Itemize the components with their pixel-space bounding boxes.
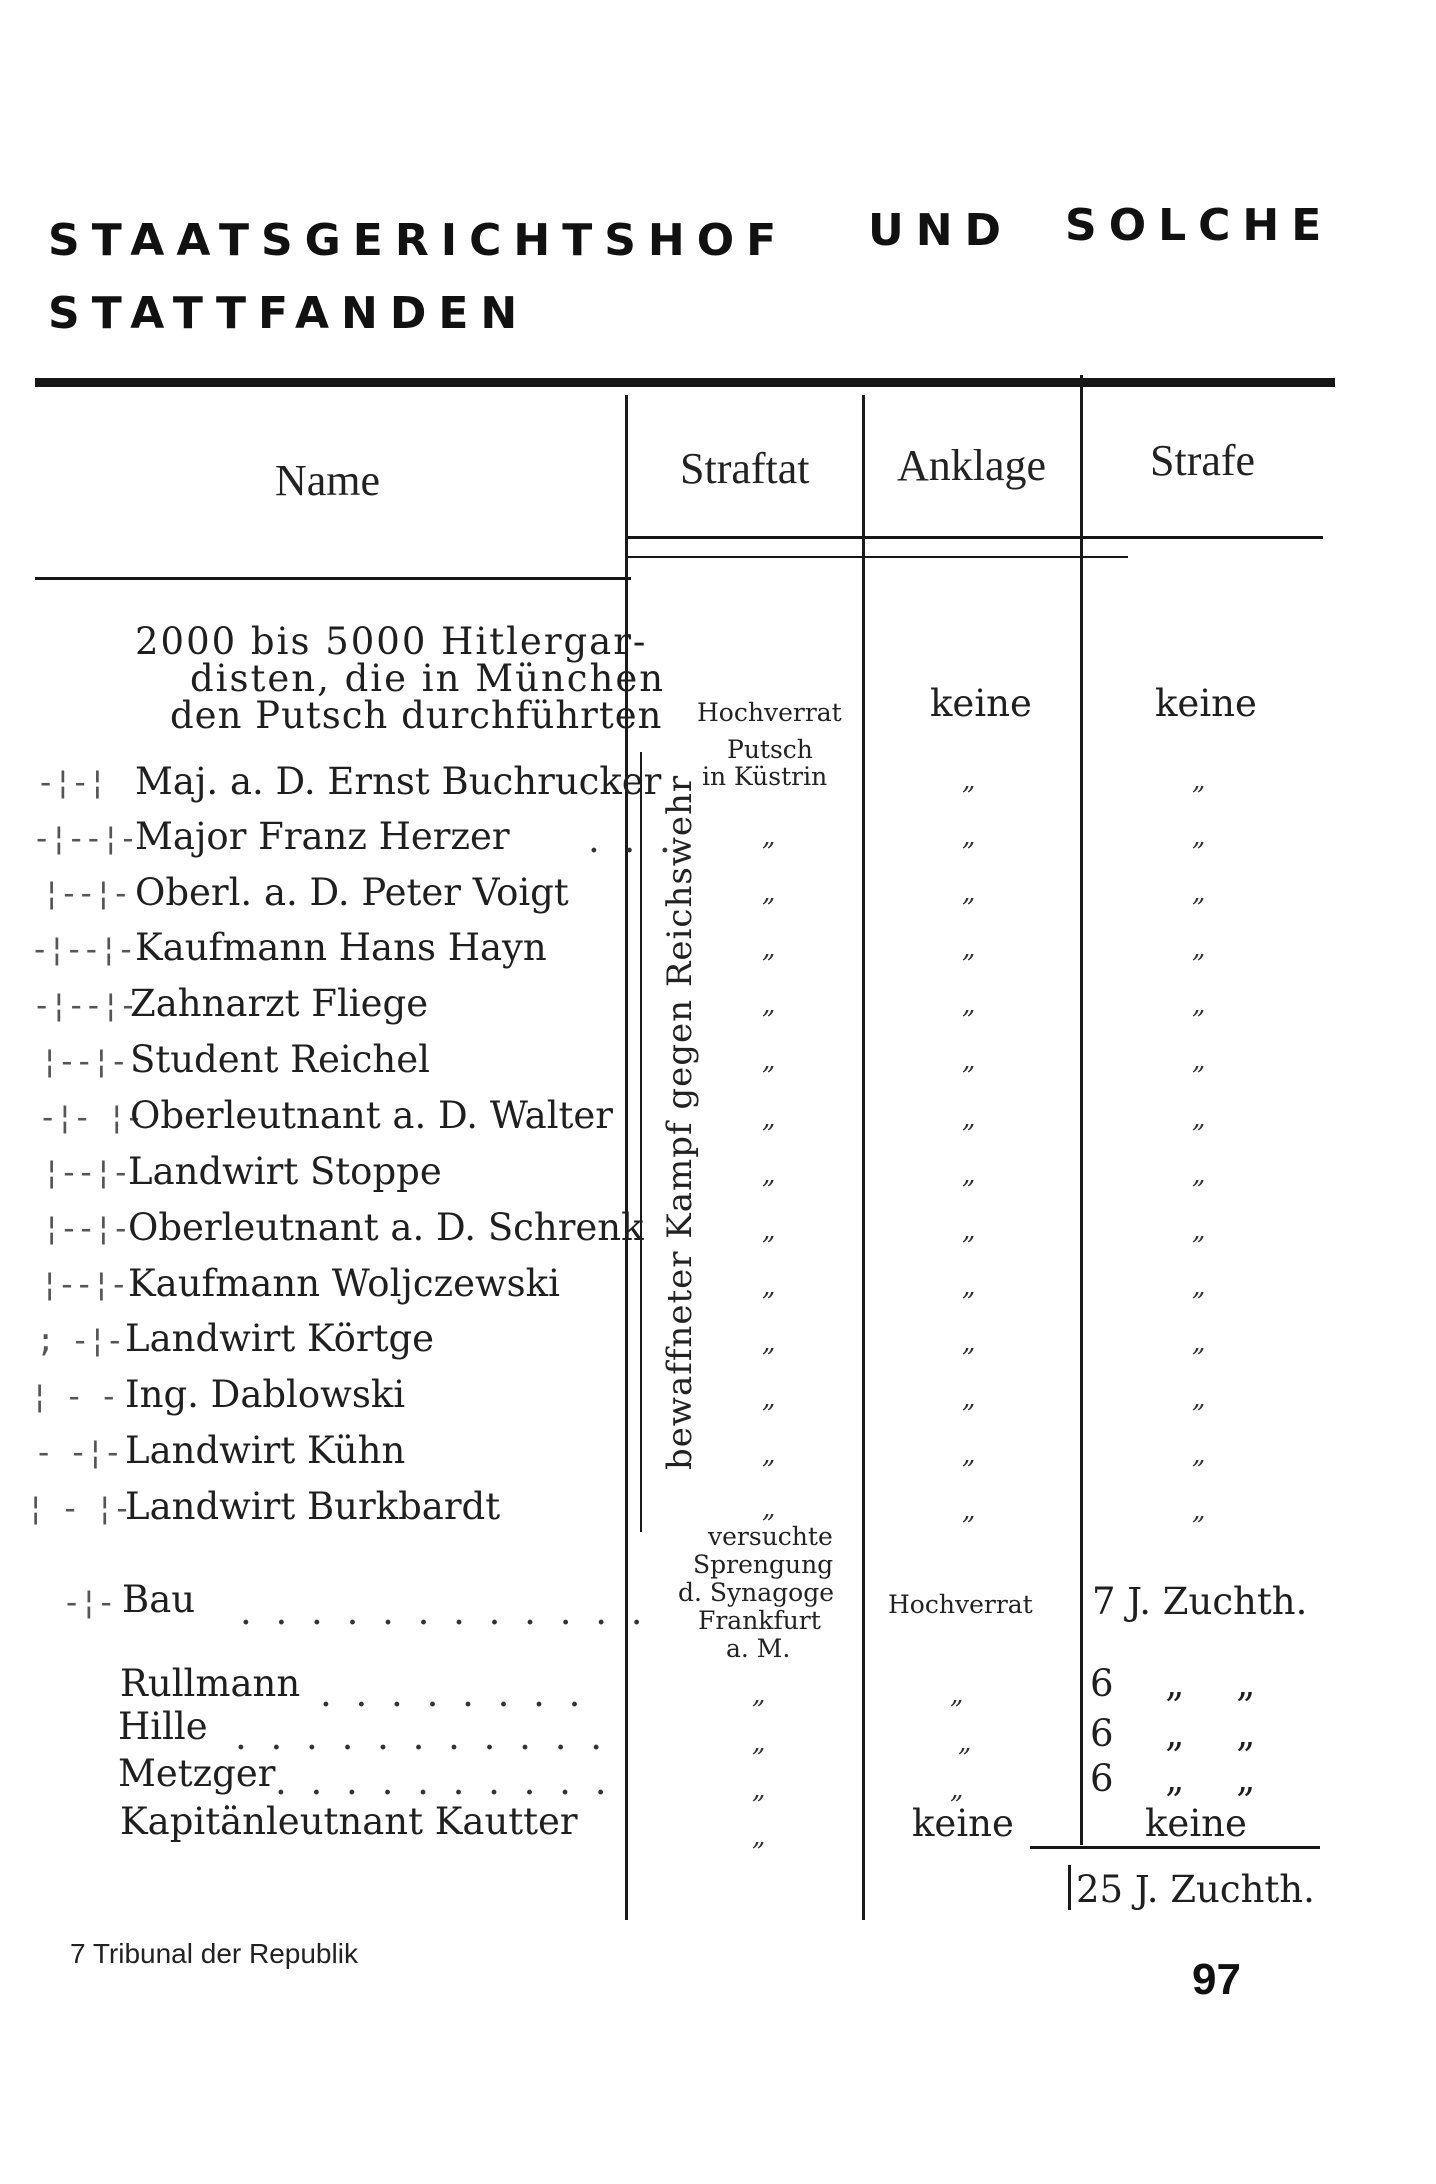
row-strafe: „ xyxy=(1192,1496,1206,1526)
synagoge-straftat-2: Sprengung xyxy=(693,1550,834,1579)
row-strafe: keine xyxy=(1145,1802,1247,1845)
row-name: Landwirt Burkbardt xyxy=(125,1485,501,1528)
row-anklage: „ xyxy=(962,1328,976,1358)
row-name: Kaufmann Woljczewski xyxy=(128,1262,560,1305)
row-straftat: „ xyxy=(762,1328,776,1358)
row-name: Landwirt Körtge xyxy=(125,1317,435,1360)
row-name: Bau xyxy=(122,1578,196,1621)
row-strafe: „ xyxy=(1192,1160,1206,1190)
row-anklage: Hochverrat xyxy=(888,1590,1033,1619)
dot-leader: . . . . . . . . xyxy=(320,1672,587,1715)
heading-line-1c: SOLCHE xyxy=(1065,200,1334,251)
row-strafe: 7 J. Zuchth. xyxy=(1092,1580,1308,1623)
intro-strafe: keine xyxy=(1155,682,1257,725)
row-name: Oberleutnant a. D. Schrenk xyxy=(128,1206,644,1249)
row-anklage: keine xyxy=(912,1802,1014,1845)
row-straftat: „ xyxy=(762,1216,776,1246)
vertical-label: bewaffneter Kampf gegen Reichswehr xyxy=(660,774,700,1470)
row-anklage: „ xyxy=(958,1728,972,1758)
row-mark: ¦ - - xyxy=(30,1377,117,1415)
row-name: Oberl. a. D. Peter Voigt xyxy=(135,871,569,914)
row-anklage: „ xyxy=(962,766,976,796)
row-strafe: „ xyxy=(1192,822,1206,852)
row-strafe: „ xyxy=(1192,878,1206,908)
body-top-rule-right xyxy=(628,556,1128,558)
header-straftat: Straftat xyxy=(680,444,810,493)
row-anklage: „ xyxy=(962,990,976,1020)
row-anklage: „ xyxy=(962,878,976,908)
synagoge-straftat-4: Frankfurt xyxy=(698,1606,821,1635)
row-anklage: „ xyxy=(962,1104,976,1134)
dot-leader: . . . . . . . . . . . xyxy=(235,1715,608,1758)
row-anklage: „ xyxy=(962,822,976,852)
row-strafe: „ xyxy=(1192,934,1206,964)
row-mark: -¦-¦ xyxy=(36,763,106,801)
row-anklage: „ xyxy=(950,1775,964,1805)
sum-rule xyxy=(1030,1846,1320,1849)
row-straftat: „ xyxy=(762,1160,776,1190)
row-strafe: „ xyxy=(1192,1104,1206,1134)
row-mark: ¦--¦- xyxy=(40,1265,127,1303)
row-straftat: „ xyxy=(752,1728,766,1758)
row-name: Landwirt Kühn xyxy=(125,1429,406,1472)
row-anklage: „ xyxy=(962,1046,976,1076)
row-strafe: „ xyxy=(1192,1046,1206,1076)
row-straftat: „ xyxy=(762,1272,776,1302)
footer-signature: 7 Tribunal der Republik xyxy=(70,1938,358,1969)
row-mark: -¦--¦- xyxy=(32,819,136,857)
synagoge-straftat-3: d. Synagoge xyxy=(678,1578,835,1607)
row-strafe: „ xyxy=(1192,1384,1206,1414)
row-name: Major Franz Herzer xyxy=(135,815,510,858)
synagoge-straftat-5: a. M. xyxy=(726,1634,791,1663)
row-anklage: „ xyxy=(962,1160,976,1190)
row-straftat: „ xyxy=(762,990,776,1020)
row-anklage: „ xyxy=(962,1496,976,1526)
intro-name-line-2: disten, die in München xyxy=(190,657,666,700)
row-anklage: „ xyxy=(962,1384,976,1414)
row-name: Rullmann xyxy=(120,1662,301,1705)
row-mark: - -¦- xyxy=(34,1433,121,1471)
header-anklage: Anklage xyxy=(897,441,1047,490)
row-anklage: „ xyxy=(950,1680,964,1710)
kuestrin-label-2: in Küstrin xyxy=(702,762,828,791)
heading-line-1a: STAATSGERICHTSHOF xyxy=(48,215,789,266)
row-name: Hille xyxy=(118,1705,208,1748)
row-strafe: 6 „ „ xyxy=(1090,1662,1256,1705)
kuestrin-label-1: Putsch xyxy=(727,735,813,764)
row-strafe: 6 „ „ xyxy=(1090,1757,1256,1800)
row-straftat: „ xyxy=(762,1384,776,1414)
body-top-rule xyxy=(35,577,631,580)
column-divider-2 xyxy=(862,395,865,1920)
row-mark: -¦--¦- xyxy=(30,930,134,968)
row-strafe: „ xyxy=(1192,1328,1206,1358)
header-name: Name xyxy=(275,456,381,505)
top-rule xyxy=(35,378,1335,387)
row-strafe: „ xyxy=(1192,1216,1206,1246)
header-bottom-rule xyxy=(628,536,1323,539)
dot-leader: . . . xyxy=(588,818,677,861)
row-straftat: „ xyxy=(762,1494,776,1524)
row-anklage: „ xyxy=(962,934,976,964)
row-straftat: „ xyxy=(762,1440,776,1470)
column-divider-3 xyxy=(1080,375,1083,1845)
row-straftat: „ xyxy=(752,1775,766,1805)
row-mark: -¦- ¦- xyxy=(38,1098,142,1136)
row-name: Zahnarzt Fliege xyxy=(130,982,429,1025)
dot-leader: . . . . . . . . . . . . xyxy=(240,1590,649,1633)
row-mark: ; -¦- xyxy=(36,1321,123,1359)
intro-straftat: Hochverrat xyxy=(697,698,842,727)
header-strafe: Strafe xyxy=(1150,436,1256,485)
row-mark: ¦--¦- xyxy=(42,1153,129,1191)
row-straftat: „ xyxy=(762,1104,776,1134)
row-name: Student Reichel xyxy=(130,1038,430,1081)
row-straftat: „ xyxy=(752,1680,766,1710)
row-anklage: „ xyxy=(962,1216,976,1246)
heading-line-2: STATTFANDEN xyxy=(48,288,530,339)
row-name: Kaufmann Hans Hayn xyxy=(135,926,547,969)
row-name: Ing. Dablowski xyxy=(125,1373,406,1416)
row-straftat: „ xyxy=(762,1046,776,1076)
total-sentence: 25 J. Zuchth. xyxy=(1076,1868,1315,1911)
page-number: 97 xyxy=(1192,1955,1241,2004)
row-strafe: „ xyxy=(1192,766,1206,796)
row-mark: ¦--¦- xyxy=(42,1209,129,1247)
row-mark: ¦--¦- xyxy=(42,874,129,912)
row-mark: ¦--¦- xyxy=(40,1042,127,1080)
row-strafe: 6 „ „ xyxy=(1090,1712,1256,1755)
total-bracket xyxy=(1068,1865,1071,1910)
row-strafe: „ xyxy=(1192,1272,1206,1302)
row-straftat: „ xyxy=(762,934,776,964)
row-straftat: „ xyxy=(752,1822,766,1852)
row-name: Metzger xyxy=(118,1752,276,1795)
row-name: Kapitänleutnant Kautter xyxy=(120,1800,578,1843)
heading-line-1b: UND xyxy=(868,205,1014,256)
row-anklage: „ xyxy=(962,1440,976,1470)
intro-name-line-1: 2000 bis 5000 Hitlergar- xyxy=(135,620,648,663)
row-name: Maj. a. D. Ernst Buchrucker xyxy=(135,760,662,803)
row-name: Oberleutnant a. D. Walter xyxy=(130,1094,613,1137)
row-straftat: „ xyxy=(762,878,776,908)
row-mark: ¦ - ¦- xyxy=(26,1489,130,1527)
row-anklage: „ xyxy=(962,1272,976,1302)
dot-leader: . . . . . . . . . . xyxy=(275,1760,613,1803)
bracket-line xyxy=(640,752,642,1532)
row-straftat: „ xyxy=(762,822,776,852)
intro-anklage: keine xyxy=(930,682,1032,725)
intro-name-line-3: den Putsch durchführten xyxy=(170,694,663,737)
row-name: Landwirt Stoppe xyxy=(128,1150,442,1193)
row-mark: -¦--¦- xyxy=(32,986,136,1024)
row-strafe: „ xyxy=(1192,1440,1206,1470)
row-strafe: „ xyxy=(1192,990,1206,1020)
synagoge-straftat-1: versuchte xyxy=(708,1522,833,1551)
row-mark: -¦- xyxy=(62,1583,114,1621)
